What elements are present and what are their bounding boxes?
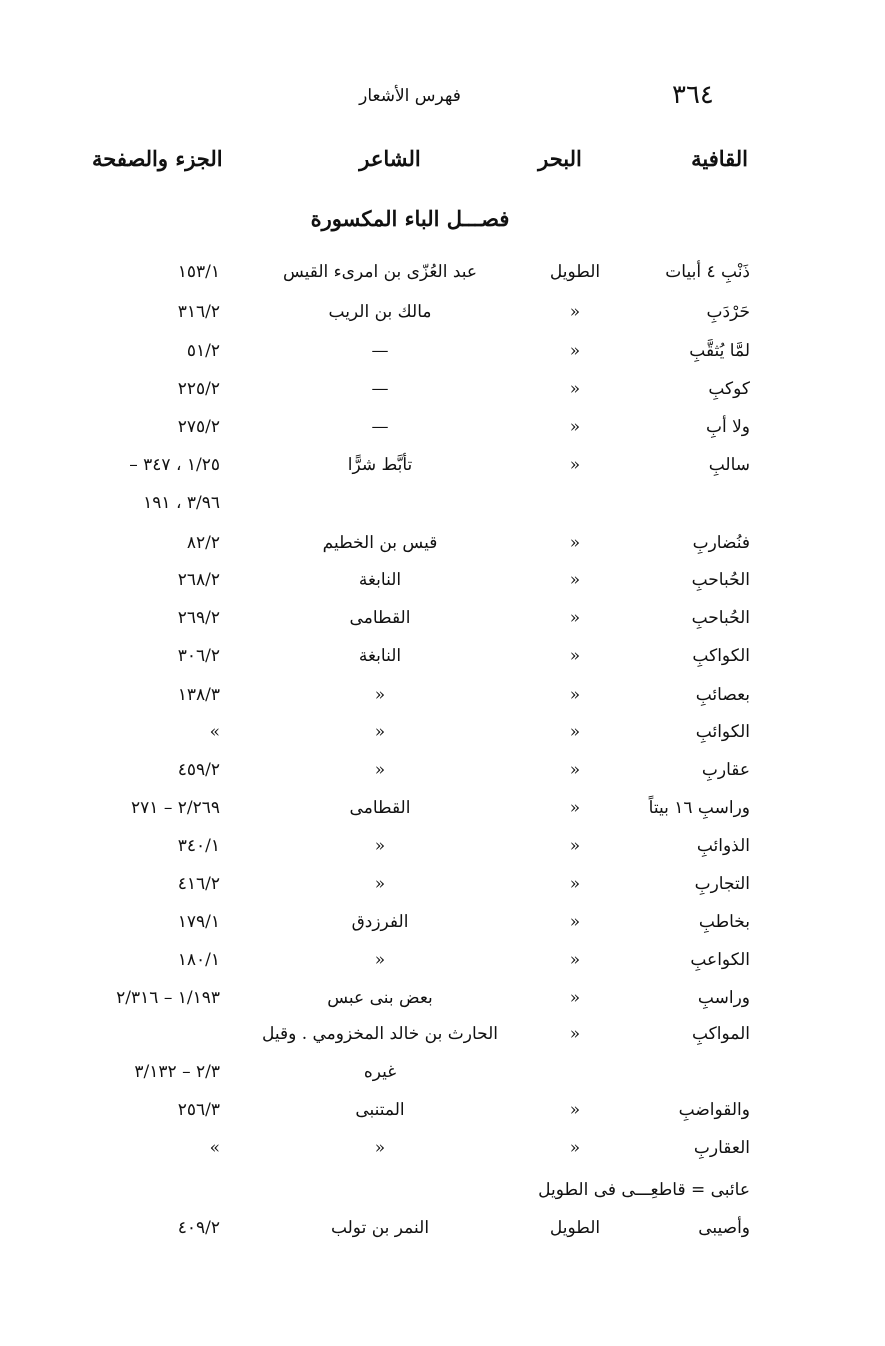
page-number: ٣٦٤ bbox=[672, 80, 714, 110]
qafia-cell: حَرْدَبِ bbox=[706, 302, 750, 322]
qafia-cell: الكواعبِ bbox=[690, 950, 750, 970]
page-ref-cell: ٢٦٩/٢ bbox=[177, 608, 220, 628]
poet-cell: — bbox=[371, 341, 389, 361]
qafia-cell: وراسبِ ١٦ بيتاً bbox=[648, 798, 750, 818]
poet-cell: القطامى bbox=[349, 608, 411, 628]
bahr-cell: » bbox=[569, 722, 581, 742]
bahr-cell: » bbox=[569, 988, 581, 1008]
poet-cell: » bbox=[374, 950, 386, 970]
page-ref-cell: ٣/٩٦ ، ١٩١ bbox=[143, 493, 220, 513]
bahr-cell: » bbox=[569, 874, 581, 894]
page-ref-cell: ٣١٦/٢ bbox=[177, 302, 220, 322]
bahr-cell: » bbox=[569, 760, 581, 780]
page-ref-cell: ١٣٨/٣ bbox=[177, 685, 220, 705]
bahr-cell: الطويل bbox=[549, 1218, 601, 1238]
qafia-cell: الذوائبِ bbox=[696, 836, 750, 856]
poet-cell: النابغة bbox=[358, 646, 402, 666]
poet-cell: قيس بن الخطيم bbox=[322, 533, 438, 553]
bahr-cell: » bbox=[569, 570, 581, 590]
qafia-cell: الكواكبِ bbox=[692, 646, 750, 666]
bahr-cell: » bbox=[569, 302, 581, 322]
table-row bbox=[0, 1138, 885, 1168]
column-header-page: الجزء والصفحة bbox=[92, 146, 223, 171]
table-row bbox=[0, 1218, 885, 1248]
page-ref-cell: ١/٢٥ ، ٣٤٧ – bbox=[129, 455, 220, 475]
poet-cell: تأبَّط شرًّا bbox=[347, 455, 413, 475]
poet-cell: غيره bbox=[363, 1062, 397, 1082]
bahr-cell: » bbox=[569, 836, 581, 856]
qafia-cell: العقاربِ bbox=[693, 1138, 750, 1158]
qafia-cell: بعصائبِ bbox=[695, 685, 750, 705]
page-ref-cell: ٨٢/٢ bbox=[186, 533, 220, 553]
bahr-cell: » bbox=[569, 341, 581, 361]
table-row bbox=[0, 1024, 885, 1054]
qafia-cell: وأصيبى bbox=[698, 1218, 750, 1238]
qafia-cell: لمَّا يُثقَّبِ bbox=[689, 341, 750, 361]
poet-cell: بعض بنى عبس bbox=[327, 988, 433, 1008]
page-ref-cell: ١/١٩٣ – ٢/٣١٦ bbox=[116, 988, 220, 1008]
poet-cell: » bbox=[374, 685, 386, 705]
poet-cell: النمر بن تولب bbox=[330, 1218, 430, 1238]
page-ref-cell: » bbox=[209, 722, 220, 742]
qafia-cell: بخاطبِ bbox=[698, 912, 750, 932]
table-row bbox=[0, 836, 885, 866]
page-ref-cell: ١٨٠/١ bbox=[177, 950, 220, 970]
poet-cell: » bbox=[374, 760, 386, 780]
page-ref-cell: ٢٥٦/٣ bbox=[177, 1100, 220, 1120]
table-row bbox=[0, 1062, 885, 1092]
poet-cell: القطامى bbox=[349, 798, 411, 818]
qafia-cell: الحُباحبِ bbox=[691, 570, 750, 590]
poet-cell: » bbox=[374, 1138, 386, 1158]
table-row bbox=[0, 1100, 885, 1130]
qafia-cell: الكوائبِ bbox=[695, 722, 750, 742]
qafia-cell: ولا أبِ bbox=[705, 417, 750, 437]
table-row bbox=[0, 608, 885, 638]
qafia-cell: والقواضبِ bbox=[678, 1100, 750, 1120]
poet-cell: مالك بن الريب bbox=[328, 302, 432, 322]
qafia-cell: عقاربِ bbox=[701, 760, 750, 780]
poet-cell: » bbox=[374, 874, 386, 894]
table-row bbox=[0, 950, 885, 980]
poet-cell: عبد العُزّى بن امرىء القيس bbox=[282, 262, 478, 282]
page-ref-cell: ١٧٩/١ bbox=[177, 912, 220, 932]
bahr-cell: » bbox=[569, 417, 581, 437]
bahr-cell: » bbox=[569, 685, 581, 705]
page-ref-cell: ٤٠٩/٢ bbox=[177, 1218, 220, 1238]
qafia-cell: الحُباحبِ bbox=[691, 608, 750, 628]
table-row bbox=[0, 493, 885, 523]
page-ref-cell: ٣٠٦/٢ bbox=[177, 646, 220, 666]
bahr-cell: » bbox=[569, 646, 581, 666]
column-header-qafia: القافية bbox=[691, 146, 748, 171]
bahr-cell: » bbox=[569, 950, 581, 970]
table-row bbox=[0, 798, 885, 828]
running-title: فهرس الأشعار bbox=[359, 86, 461, 106]
table-row bbox=[0, 760, 885, 790]
qafia-cell: كوكبِ bbox=[708, 379, 750, 399]
poet-cell: » bbox=[374, 836, 386, 856]
table-row bbox=[0, 341, 885, 371]
table-row bbox=[0, 379, 885, 409]
table-row bbox=[0, 302, 885, 332]
poet-cell: — bbox=[371, 379, 389, 399]
bahr-cell: » bbox=[569, 1100, 581, 1120]
page-ref-cell: ١٥٣/١ bbox=[177, 262, 220, 282]
bahr-cell: » bbox=[569, 608, 581, 628]
table-row bbox=[0, 533, 885, 563]
qafia-cell: وراسبِ bbox=[697, 988, 750, 1008]
column-header-poet: الشاعر bbox=[359, 146, 421, 171]
page-ref-cell: ٤٥٩/٢ bbox=[177, 760, 220, 780]
bahr-cell: » bbox=[569, 1024, 581, 1044]
page-ref-cell: ٢٦٨/٢ bbox=[177, 570, 220, 590]
bahr-cell: » bbox=[569, 455, 581, 475]
table-row bbox=[0, 646, 885, 676]
poet-cell: » bbox=[374, 722, 386, 742]
table-row bbox=[0, 417, 885, 447]
page-ref-cell: » bbox=[209, 1138, 220, 1158]
page-ref-cell: ٥١/٢ bbox=[186, 341, 220, 361]
column-header-bahr: البحر bbox=[538, 146, 582, 171]
page-ref-cell: ٤١٦/٢ bbox=[177, 874, 220, 894]
bahr-cell: » bbox=[569, 912, 581, 932]
qafia-cell: فنُضاربِ bbox=[692, 533, 750, 553]
table-row bbox=[0, 262, 885, 292]
table-row bbox=[0, 988, 885, 1018]
table-row bbox=[0, 685, 885, 715]
bahr-cell: » bbox=[569, 1138, 581, 1158]
cross-reference: عائبى = قاطعِـــى فى الطويل bbox=[538, 1180, 750, 1200]
page-ref-cell: ٣٤٠/١ bbox=[177, 836, 220, 856]
poet-cell: — bbox=[371, 417, 389, 437]
table-row bbox=[0, 455, 885, 485]
qafia-cell: ذَنْبِ ٤ أبيات bbox=[665, 262, 750, 282]
bahr-cell: الطويل bbox=[549, 262, 601, 282]
page-ref-cell: ٢/٢٦٩ – ٢٧١ bbox=[131, 798, 220, 818]
poet-cell: المتنبى bbox=[355, 1100, 405, 1120]
table-row bbox=[0, 874, 885, 904]
qafia-cell: التجاربِ bbox=[694, 874, 750, 894]
poet-cell: الفرزدق bbox=[351, 912, 409, 932]
qafia-cell: المواكبِ bbox=[691, 1024, 750, 1044]
bahr-cell: » bbox=[569, 379, 581, 399]
poet-cell: الحارث بن خالد المخزومي . وقيل bbox=[261, 1024, 499, 1044]
table-row bbox=[0, 912, 885, 942]
table-row bbox=[0, 570, 885, 600]
qafia-cell: سالبِ bbox=[708, 455, 750, 475]
page-ref-cell: ٢/٣ – ٣/١٣٢ bbox=[134, 1062, 220, 1082]
section-title: فصـــل الباء المكسورة bbox=[310, 206, 510, 231]
table-row bbox=[0, 722, 885, 752]
page-ref-cell: ٢٧٥/٢ bbox=[177, 417, 220, 437]
bahr-cell: » bbox=[569, 798, 581, 818]
bahr-cell: » bbox=[569, 533, 581, 553]
poet-cell: النابغة bbox=[358, 570, 402, 590]
page-ref-cell: ٢٢٥/٢ bbox=[177, 379, 220, 399]
